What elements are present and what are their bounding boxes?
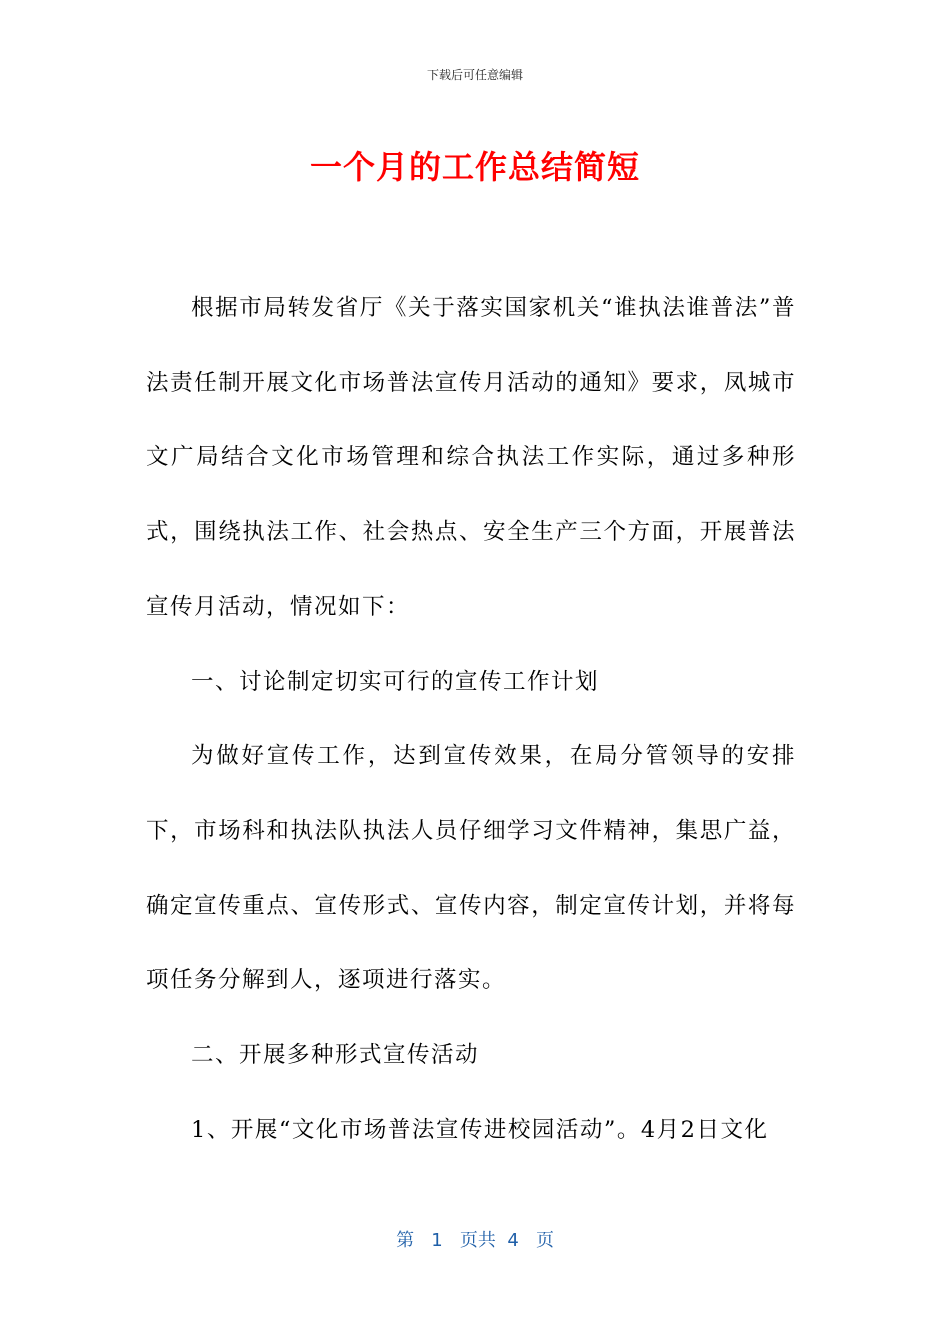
section-heading-2: 二、开展多种形式宣传活动: [191, 1042, 480, 1069]
page-footer: [0, 1226, 950, 1252]
header-note: 下载后可任意编辑: [426, 68, 523, 82]
paragraph-item-1: 1、开展“文化市场普法宣传进校园活动”。4月2日文化: [191, 1116, 769, 1143]
paragraph-intro: 根据市局转发省厅《关于落实国家机关“谁执法谁普法”普法责任制开展文化市场普法宣传月活动的通知》要求，凤城市文广局结合文化市场管理和综合执法工作实际，通过多种形式，围绕执法工作、社会热点、安全生产三个方面，开展普法宣传月活动，情况如下：: [146, 295, 796, 620]
section-heading-1: 一、讨论制定切实可行的宣传工作计划: [191, 668, 600, 695]
page-label-prefix: 第: [396, 1230, 415, 1251]
current-page-number: 1: [431, 1230, 443, 1251]
page-label-suffix: 页: [535, 1230, 554, 1251]
total-pages-number: 4: [507, 1230, 519, 1251]
document-body: [146, 271, 796, 1167]
page-label-middle: 页共: [459, 1230, 496, 1251]
paragraph-section-1: 为做好宣传工作，达到宣传效果，在局分管领导的安排下，市场科和执法队执法人员仔细学习文件精神，集思广益，确定宣传重点、宣传形式、宣传内容，制定宣传计划，并将每项任务分解到人，逐项进行落实。: [146, 743, 796, 994]
document-title: 一个月的工作总结简短: [309, 148, 640, 186]
